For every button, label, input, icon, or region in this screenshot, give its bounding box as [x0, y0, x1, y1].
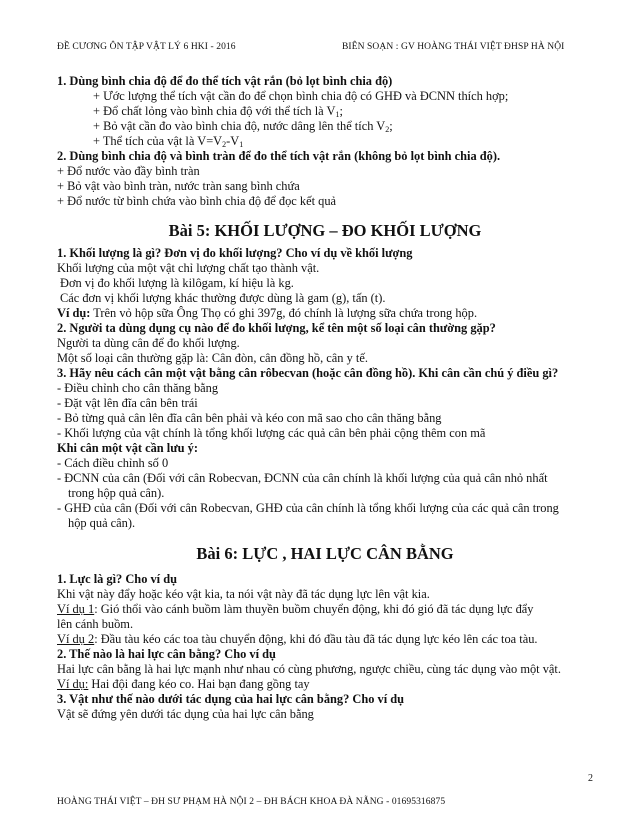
- example-line: Ví dụ: Hai đội đang kéo co. Hai bạn đang gồng tay: [57, 677, 310, 691]
- step-line: + Đổ nước vào đầy bình tràn: [57, 164, 200, 178]
- note-line: - Cách điều chỉnh số 0: [57, 456, 169, 470]
- lesson-title: Bài 5: KHỐI LƯỢNG – ĐO KHỐI LƯỢNG: [168, 221, 482, 240]
- text-line: Một số loại cân thường gặp là: Cân đòn, cân đồng hồ, cân y tế.: [57, 351, 368, 365]
- text-line: Khi vật này đẩy hoặc kéo vật kia, ta nói vật này đã tác dụng lực lên vật kia.: [57, 587, 430, 601]
- step-line: + Đổ chất lỏng vào bình chia độ với thể tích là $V_1$;: [93, 104, 343, 119]
- note-line: - ĐCNN của cân (Đối với cân Robecvan, ĐCNN của cân chính là khối lượng của quả cân nhỏ nhất: [57, 471, 548, 485]
- page-content: [57, 74, 593, 722]
- note-line: hộp quả cân).: [68, 516, 136, 530]
- running-footer: HOÀNG THÁI VIỆT – ĐH SƯ PHẠM HÀ NỘI 2 – ĐH BÁCH KHOA ĐÀ NẴNG - 01695316875: [57, 797, 446, 807]
- note-heading: Khi cân một vật cần lưu ý:: [57, 441, 198, 455]
- text-line: Người ta dùng cân để đo khối lượng.: [57, 336, 240, 350]
- page-number: 2: [588, 773, 593, 784]
- text-line: Các đơn vị khối lượng khác thường được dùng là gam (g), tấn (t).: [60, 291, 386, 305]
- text-line: Đơn vị đo khối lượng là kilôgam, kí hiệu là kg.: [60, 276, 294, 290]
- question-heading: 2. Người ta dùng dụng cụ nào để đo khối lượng, kể tên một số loại cân thường gặp?: [57, 321, 496, 335]
- question-heading: 1. Lực là gì? Cho ví dụ: [57, 572, 178, 586]
- question-heading: 2. Thế nào là hai lực cân bằng? Cho ví dụ: [57, 647, 276, 661]
- note-line: trong hộp quả cân).: [68, 486, 165, 500]
- question-heading: 2. Dùng bình chia độ và bình tràn để đo thể tích vật rắn (không bỏ lọt bình chia độ).: [57, 149, 501, 163]
- text-line: Vật sẽ đứng yên dưới tác dụng của hai lực cân bằng: [57, 707, 314, 721]
- note-line: - GHĐ của cân (Đối với cân Robecvan, GHĐ của cân chính là tổng khối lượng của các quả cân trong: [57, 501, 559, 515]
- text-line: Khối lượng của một vật chỉ lượng chất tạo thành vật.: [57, 261, 320, 275]
- example-line: lên cánh buồm.: [57, 617, 134, 631]
- question-heading: 1. Khối lượng là gì? Đơn vị đo khối lượng? Cho ví dụ về khối lượng: [57, 246, 413, 260]
- running-header-right: BIÊN SOẠN : GV HOÀNG THÁI VIỆT ĐHSP HÀ NỘI: [342, 42, 565, 52]
- example-line: Ví dụ 2: Đầu tàu kéo các toa tàu chuyển động, khi đó đầu tàu đã tác dụng lực kéo lên các toa tàu.: [57, 632, 538, 646]
- running-header-left: ĐỀ CƯƠNG ÔN TẬP VẬT LÝ 6 HKI - 2016: [57, 42, 236, 52]
- step-line: + Bỏ vật vào bình tràn, nước tràn sang bình chứa: [57, 179, 300, 193]
- text-line: Hai lực cân bằng là hai lực mạnh như nhau có cùng phương, ngược chiều, cùng tác dụng vào một vật.: [57, 662, 561, 676]
- step-line: - Bỏ từng quả cân lên đĩa cân bên phải và kéo con mã sao cho cân thăng bằng: [57, 411, 442, 425]
- step-line: - Điều chỉnh cho cân thăng bằng: [57, 381, 219, 395]
- step-line: - Đặt vật lên đĩa cân bên trái: [57, 396, 198, 410]
- question-heading: 1. Dùng bình chia độ để đo thể tích vật rắn (bỏ lọt bình chia độ): [57, 74, 393, 88]
- example-line: Ví dụ 1: Gió thổi vào cánh buồm làm thuyền buồm chuyển động, khi đó gió đã tác dụng lực đẩy: [57, 602, 534, 616]
- lesson-title: Bài 6: LỰC , HAI LỰC CÂN BẰNG: [196, 544, 454, 563]
- step-line: - Khối lượng của vật chính là tổng khối lượng các quả cân bên phải cộng thêm con mã: [57, 426, 486, 440]
- example-line: Ví dụ: Trên vỏ hộp sữa Ông Thọ có ghi 397g, đó chính là lượng sữa chứa trong hộp.: [57, 306, 478, 320]
- step-line: + Bỏ vật cần đo vào bình chia độ, nước dâng lên thể tích $V_2$;: [93, 119, 393, 134]
- question-heading: 3. Hãy nêu cách cân một vật bằng cân rôbecvan (hoặc cân đồng hồ). Khi cân cần chú ý điều gì?: [57, 366, 559, 380]
- question-heading: 3. Vật như thế nào dưới tác dụng của hai lực cân bằng? Cho ví dụ: [57, 692, 405, 706]
- step-line: + Đổ nước từ bình chứa vào bình chia độ để đọc kết quả: [57, 194, 337, 208]
- formula-line: + Thể tích của vật là $V=V_2-V_1$: [93, 134, 244, 149]
- step-line: + Ước lượng thể tích vật cần đo để chọn bình chia độ có GHĐ và ĐCNN thích hợp;: [93, 89, 509, 103]
